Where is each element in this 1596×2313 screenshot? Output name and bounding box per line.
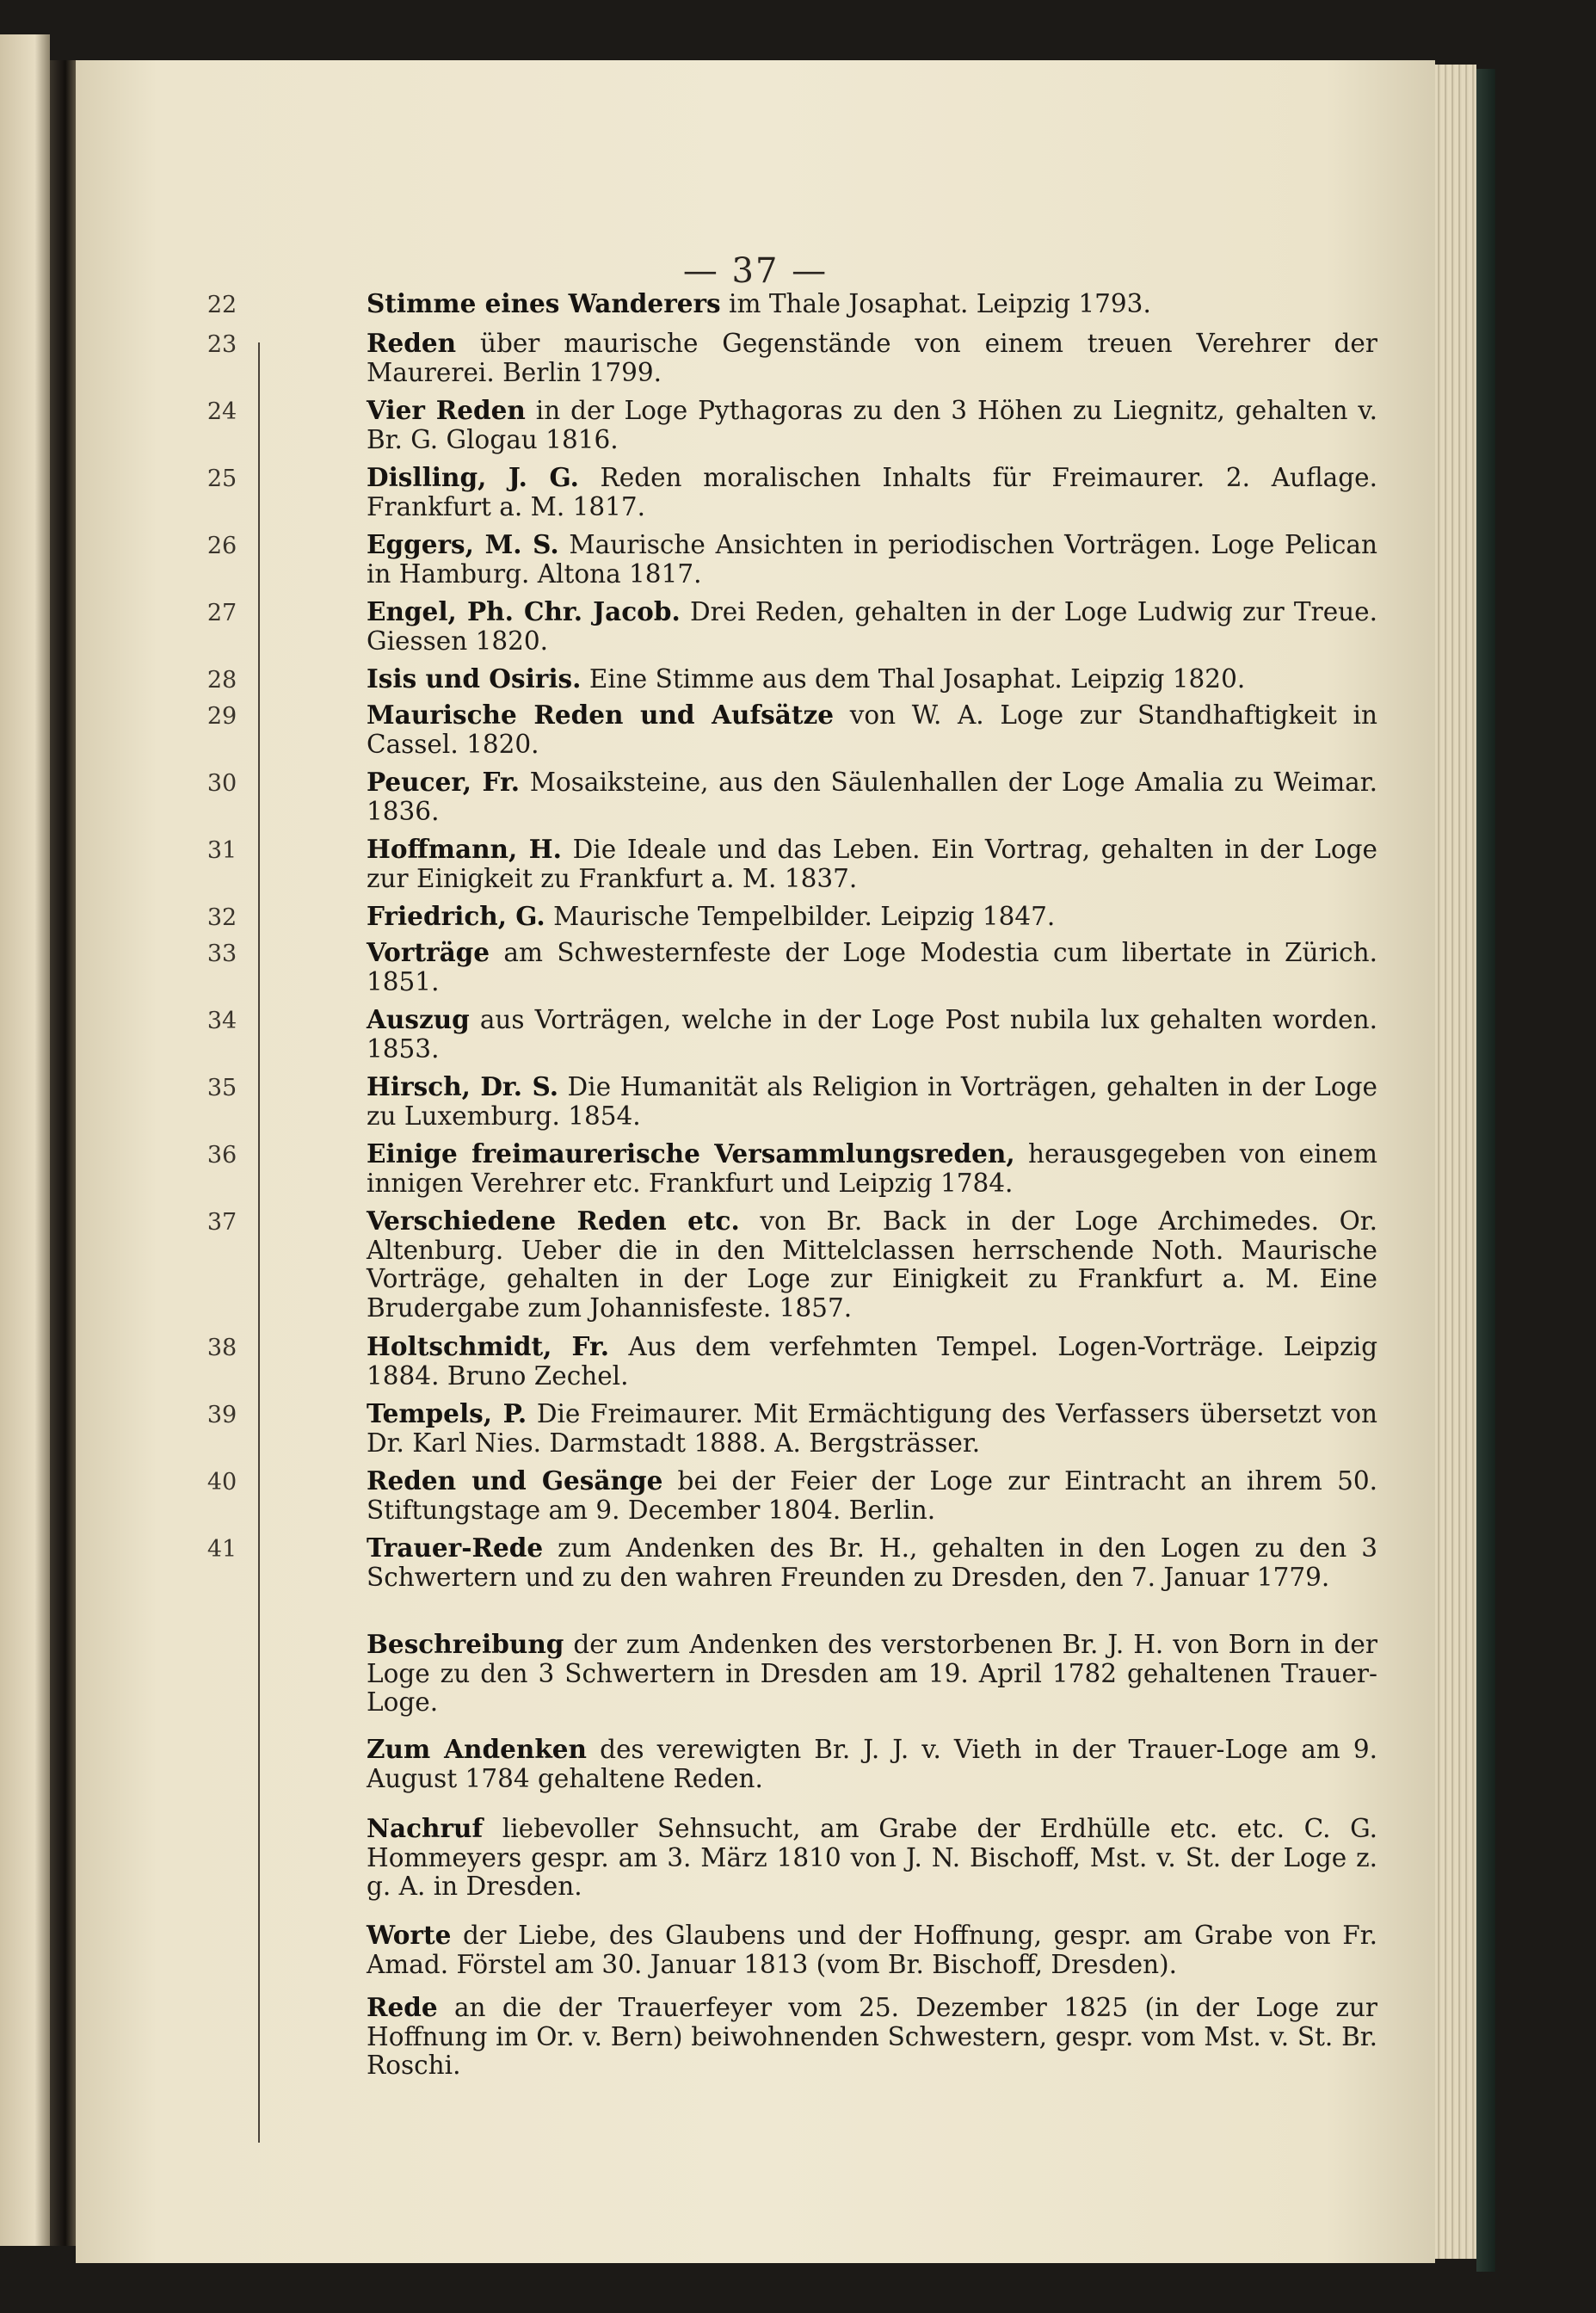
- entry: [367, 1630, 1377, 1718]
- entry-title: Maurische Reden und Aufsätze: [367, 700, 835, 730]
- entry-text: Reden moralischen Inhalts für Freimaurer. 2. Auflage. Frankfurt a. M. 1817.: [367, 463, 1377, 521]
- entry-text: im Thale Josaphat. Leipzig 1793.: [720, 289, 1151, 318]
- entry-number: 27: [206, 600, 237, 626]
- book-cover-edge: [1476, 69, 1495, 2272]
- entry-text: an die der Trauerfeyer vom 25. Dezember 1825 (in der Loge zur Hoffnung im Or. v. Bern) beiwohnenden Schwestern, gespr. vom Mst. v. St. Br. Roschi.: [367, 1993, 1377, 2080]
- entry-title: Holtschmidt, Fr.: [367, 1331, 610, 1361]
- entry-title: Auszug: [367, 1004, 470, 1034]
- entry: [367, 1735, 1377, 1793]
- entry-number: 24: [206, 398, 237, 425]
- entry-text: Maurische Tempelbilder. Leipzig 1847.: [545, 902, 1056, 931]
- entry-text: Mosaiksteine, aus den Säulenhallen der Loge Amalia zu Weimar. 1836.: [367, 768, 1377, 826]
- entry-number: 22: [206, 292, 237, 318]
- entry-text: der Liebe, des Glaubens und der Hoffnung, gespr. am Grabe von Fr. Amad. Förstel am 30. Januar 1813 (vom Br. Bischoff, Dresden).: [367, 1921, 1377, 1979]
- page-stack-edge: [1435, 65, 1476, 2259]
- entry-number: 32: [206, 904, 237, 931]
- entry-title: Engel, Ph. Chr. Jacob.: [367, 596, 681, 626]
- entry: [367, 530, 1377, 589]
- entry: [367, 1139, 1377, 1198]
- entry-text: von W. A. Loge zur Standhaftigkeit in Cassel. 1820.: [367, 700, 1377, 759]
- entry: [367, 396, 1377, 454]
- entry: [367, 597, 1377, 656]
- entry-text: aus Vorträgen, welche in der Loge Post nubila lux gehalten worden. 1853.: [367, 1005, 1377, 1064]
- entry-title: Worte: [367, 1920, 452, 1950]
- entry-title: Zum Andenken: [367, 1734, 588, 1764]
- entry-text: von Br. Back in der Loge Archimedes. Or. Altenburg. Ueber die in den Mittelclassen herrschende Noth. Maurische Vorträge, gehalten in der Loge zur Einigkeit zu Frankfurt a. M. Eine Brudergabe zum Johannisfeste. 1857.: [367, 1206, 1377, 1323]
- entry-title: Eggers, M. S.: [367, 529, 559, 559]
- entry-text: liebevoller Sehnsucht, am Grabe der Erdhülle etc. etc. C. G. Hommeyers gespr. am 3. März 1810 von J. N. Bischoff, Mst. v. St. der Loge z. g. A. in Dresden.: [367, 1814, 1377, 1901]
- entry-title: Beschreibung: [367, 1629, 564, 1659]
- entry-number: 29: [206, 703, 237, 730]
- entry-title: Reden und Gesänge: [367, 1465, 663, 1496]
- entry-text: Die Freimaurer. Mit Ermächtigung des Verfassers übersetzt von Dr. Karl Nies. Darmstadt 1888. A. Bergsträsser.: [367, 1399, 1377, 1458]
- entry-text: bei der Feier der Loge zur Eintracht an ihrem 50. Stiftungstage am 9. December 1804. Berlin.: [367, 1466, 1377, 1525]
- entry: [367, 1072, 1377, 1131]
- margin-rule: [258, 342, 260, 2143]
- left-page-edge: [0, 34, 50, 2246]
- entry-number: 39: [206, 1402, 237, 1428]
- entry: [367, 1399, 1377, 1458]
- entry: [367, 1993, 1377, 2081]
- entry-title: Trauer-Rede: [367, 1533, 544, 1563]
- entry-title: Dislling, J. G.: [367, 462, 579, 492]
- entry-text: Eine Stimme aus dem Thal Josaphat. Leipzig 1820.: [581, 664, 1246, 694]
- entry-text: Die Ideale und das Leben. Ein Vortrag, gehalten in der Loge zur Einigkeit zu Frankfurt a. M. 1837.: [367, 835, 1377, 893]
- entry-title: Hoffmann, H.: [367, 834, 562, 864]
- entry-number: 37: [206, 1209, 237, 1236]
- entry-number: 31: [206, 837, 237, 864]
- entry-title: Tempels, P.: [367, 1398, 527, 1428]
- entry: [367, 1466, 1377, 1525]
- entry-title: Vorträge: [367, 937, 490, 967]
- entry-number: 40: [206, 1469, 237, 1496]
- entry-title: Nachruf: [367, 1813, 484, 1843]
- entry: [367, 768, 1377, 826]
- entry: [367, 289, 1377, 319]
- entry-title: Rede: [367, 1992, 438, 2022]
- book-gutter: [50, 60, 76, 2246]
- entry: [367, 329, 1377, 387]
- entry: [367, 902, 1377, 932]
- entry-number: 25: [206, 466, 237, 492]
- entry: [367, 1206, 1377, 1323]
- entry: [367, 1921, 1377, 1979]
- entry-text: am Schwesternfeste der Loge Modestia cum libertate in Zürich. 1851.: [367, 938, 1377, 996]
- entry-text: Drei Reden, gehalten in der Loge Ludwig zur Treue. Giessen 1820.: [367, 597, 1377, 656]
- entry-text: der zum Andenken des verstorbenen Br. J. H. von Born in der Loge zu den 3 Schwertern in Dresden am 19. April 1782 gehaltenen Trauer-Loge.: [367, 1630, 1377, 1717]
- page: [76, 60, 1435, 2263]
- entry-title: Einige freimaurerische Versammlungsreden,: [367, 1138, 1015, 1169]
- entry: [367, 1005, 1377, 1064]
- entry-text: zum Andenken des Br. H., gehalten in den Logen zu den 3 Schwertern und zu den wahren Freunden zu Dresden, den 7. Januar 1779.: [367, 1533, 1377, 1592]
- entry-title: Hirsch, Dr. S.: [367, 1071, 558, 1101]
- entry-number: 33: [206, 941, 237, 967]
- entry-text: in der Loge Pythagoras zu den 3 Höhen zu Liegnitz, gehalten v. Br. G. Glogau 1816.: [367, 396, 1377, 454]
- entry-number: 36: [206, 1142, 237, 1169]
- entry-text: Maurische Ansichten in periodischen Vorträgen. Loge Pelican in Hamburg. Altona 1817.: [367, 530, 1377, 589]
- entry-text: über maurische Gegenstände von einem treuen Verehrer der Maurerei. Berlin 1799.: [367, 329, 1377, 387]
- entry-number: 38: [206, 1335, 237, 1361]
- entry: [367, 938, 1377, 996]
- entry-number: 30: [206, 770, 237, 797]
- entry: [367, 463, 1377, 521]
- entry-number: 23: [206, 331, 237, 358]
- entry-number: 35: [206, 1075, 237, 1101]
- entry: [367, 835, 1377, 893]
- entry-number: 26: [206, 533, 237, 559]
- entry: [367, 1332, 1377, 1391]
- entry-title: Isis und Osiris.: [367, 663, 582, 694]
- entry-title: Vier Reden: [367, 395, 526, 425]
- entry: [367, 1814, 1377, 1902]
- entry-number: 34: [206, 1008, 237, 1034]
- entry-text: Aus dem verfehmten Tempel. Logen-Vorträge. Leipzig 1884. Bruno Zechel.: [367, 1332, 1377, 1391]
- entry: [367, 1533, 1377, 1592]
- entry: [367, 664, 1377, 694]
- entry-title: Reden: [367, 328, 457, 358]
- entry: [367, 700, 1377, 759]
- entry-title: Stimme eines Wanderers: [367, 288, 721, 318]
- entry-text: Die Humanität als Religion in Vorträgen, gehalten in der Loge zu Luxemburg. 1854.: [367, 1072, 1377, 1131]
- entry-text: des verewigten Br. J. J. v. Vieth in der Trauer-Loge am 9. August 1784 gehaltene Reden.: [367, 1735, 1377, 1793]
- entry-text: herausgegeben von einem innigen Verehrer etc. Frankfurt und Leipzig 1784.: [367, 1139, 1377, 1198]
- entry-title: Peucer, Fr.: [367, 767, 521, 797]
- page-number: — 37 —: [682, 251, 829, 291]
- entry-title: Friedrich, G.: [367, 901, 545, 931]
- entry-number: 28: [206, 667, 237, 694]
- entry-number: 41: [206, 1536, 237, 1563]
- entry-title: Verschiedene Reden etc.: [367, 1206, 740, 1236]
